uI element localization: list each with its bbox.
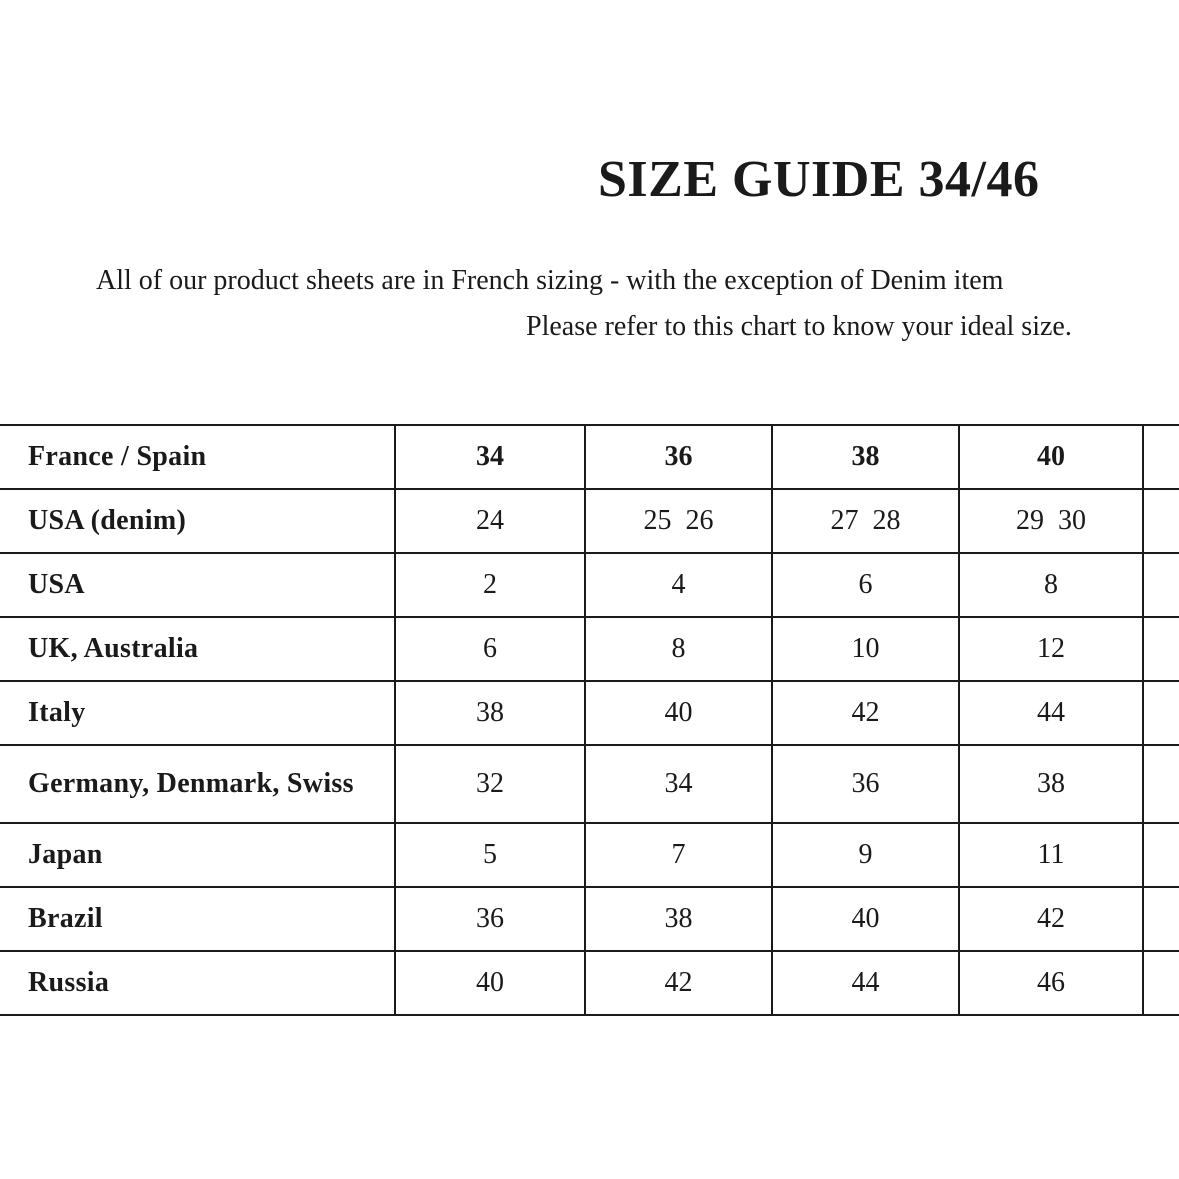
page-title: SIZE GUIDE 34/46 (598, 151, 1040, 208)
size-cell: 34 (585, 745, 772, 823)
truncated-cell (1143, 745, 1179, 823)
size-cell: 38 (959, 745, 1143, 823)
table-row (0, 489, 1179, 553)
size-cell: 7 (585, 823, 772, 887)
size-cell: 38 (395, 681, 585, 745)
size-cell: 5 (395, 823, 585, 887)
intro-line-1: All of our product sheets are in French sizing - with the exception of Denim item (96, 265, 1004, 296)
size-cell: 46 (959, 951, 1143, 1015)
size-cell: 36 (772, 745, 959, 823)
size-cell: 29 30 (959, 489, 1143, 553)
size-cell: 6 (395, 617, 585, 681)
row-label-japan: Japan (0, 823, 395, 887)
size-table (0, 424, 1179, 1016)
row-label-russia: Russia (0, 951, 395, 1015)
table-row (0, 745, 1179, 823)
size-cell: 38 (585, 887, 772, 951)
truncated-cell (1143, 553, 1179, 617)
truncated-cell (1143, 617, 1179, 681)
row-label-italy: Italy (0, 681, 395, 745)
size-cell: 44 (772, 951, 959, 1015)
size-cell: 4 (585, 553, 772, 617)
size-cell: 32 (395, 745, 585, 823)
size-cell: 42 (959, 887, 1143, 951)
row-label-germany-denmark-swiss: Germany, Denmark, Swiss (0, 745, 395, 823)
header-size-cell: 38 (772, 425, 959, 489)
size-cell: 40 (585, 681, 772, 745)
size-cell: 25 26 (585, 489, 772, 553)
row-label-usa-denim: USA (denim) (0, 489, 395, 553)
intro-text (96, 258, 1179, 350)
header-size-cell: 40 (959, 425, 1143, 489)
size-cell: 6 (772, 553, 959, 617)
size-cell: 10 (772, 617, 959, 681)
table-row (0, 951, 1179, 1015)
row-label-uk-australia: UK, Australia (0, 617, 395, 681)
truncated-cell (1143, 823, 1179, 887)
table-row (0, 553, 1179, 617)
size-cell: 40 (395, 951, 585, 1015)
size-cell: 42 (772, 681, 959, 745)
truncated-cell (1143, 887, 1179, 951)
header-size-cell: 36 (585, 425, 772, 489)
size-cell: 11 (959, 823, 1143, 887)
row-label-brazil: Brazil (0, 887, 395, 951)
truncated-cell (1143, 489, 1179, 553)
table-row (0, 887, 1179, 951)
size-cell: 36 (395, 887, 585, 951)
truncated-cell (1143, 425, 1179, 489)
size-cell: 8 (959, 553, 1143, 617)
size-cell: 12 (959, 617, 1143, 681)
size-cell: 44 (959, 681, 1143, 745)
row-label-usa: USA (0, 553, 395, 617)
size-cell: 40 (772, 887, 959, 951)
size-cell: 9 (772, 823, 959, 887)
truncated-cell (1143, 951, 1179, 1015)
size-cell: 8 (585, 617, 772, 681)
table-row (0, 681, 1179, 745)
size-cell: 42 (585, 951, 772, 1015)
size-cell: 24 (395, 489, 585, 553)
table-header-row (0, 425, 1179, 489)
table-row (0, 617, 1179, 681)
size-cell: 2 (395, 553, 585, 617)
row-label-france-spain: France / Spain (0, 425, 395, 489)
header-size-cell: 34 (395, 425, 585, 489)
truncated-cell (1143, 681, 1179, 745)
size-cell: 27 28 (772, 489, 959, 553)
intro-line-2: Please refer to this chart to know your ideal size. (526, 311, 1072, 342)
table-row (0, 823, 1179, 887)
